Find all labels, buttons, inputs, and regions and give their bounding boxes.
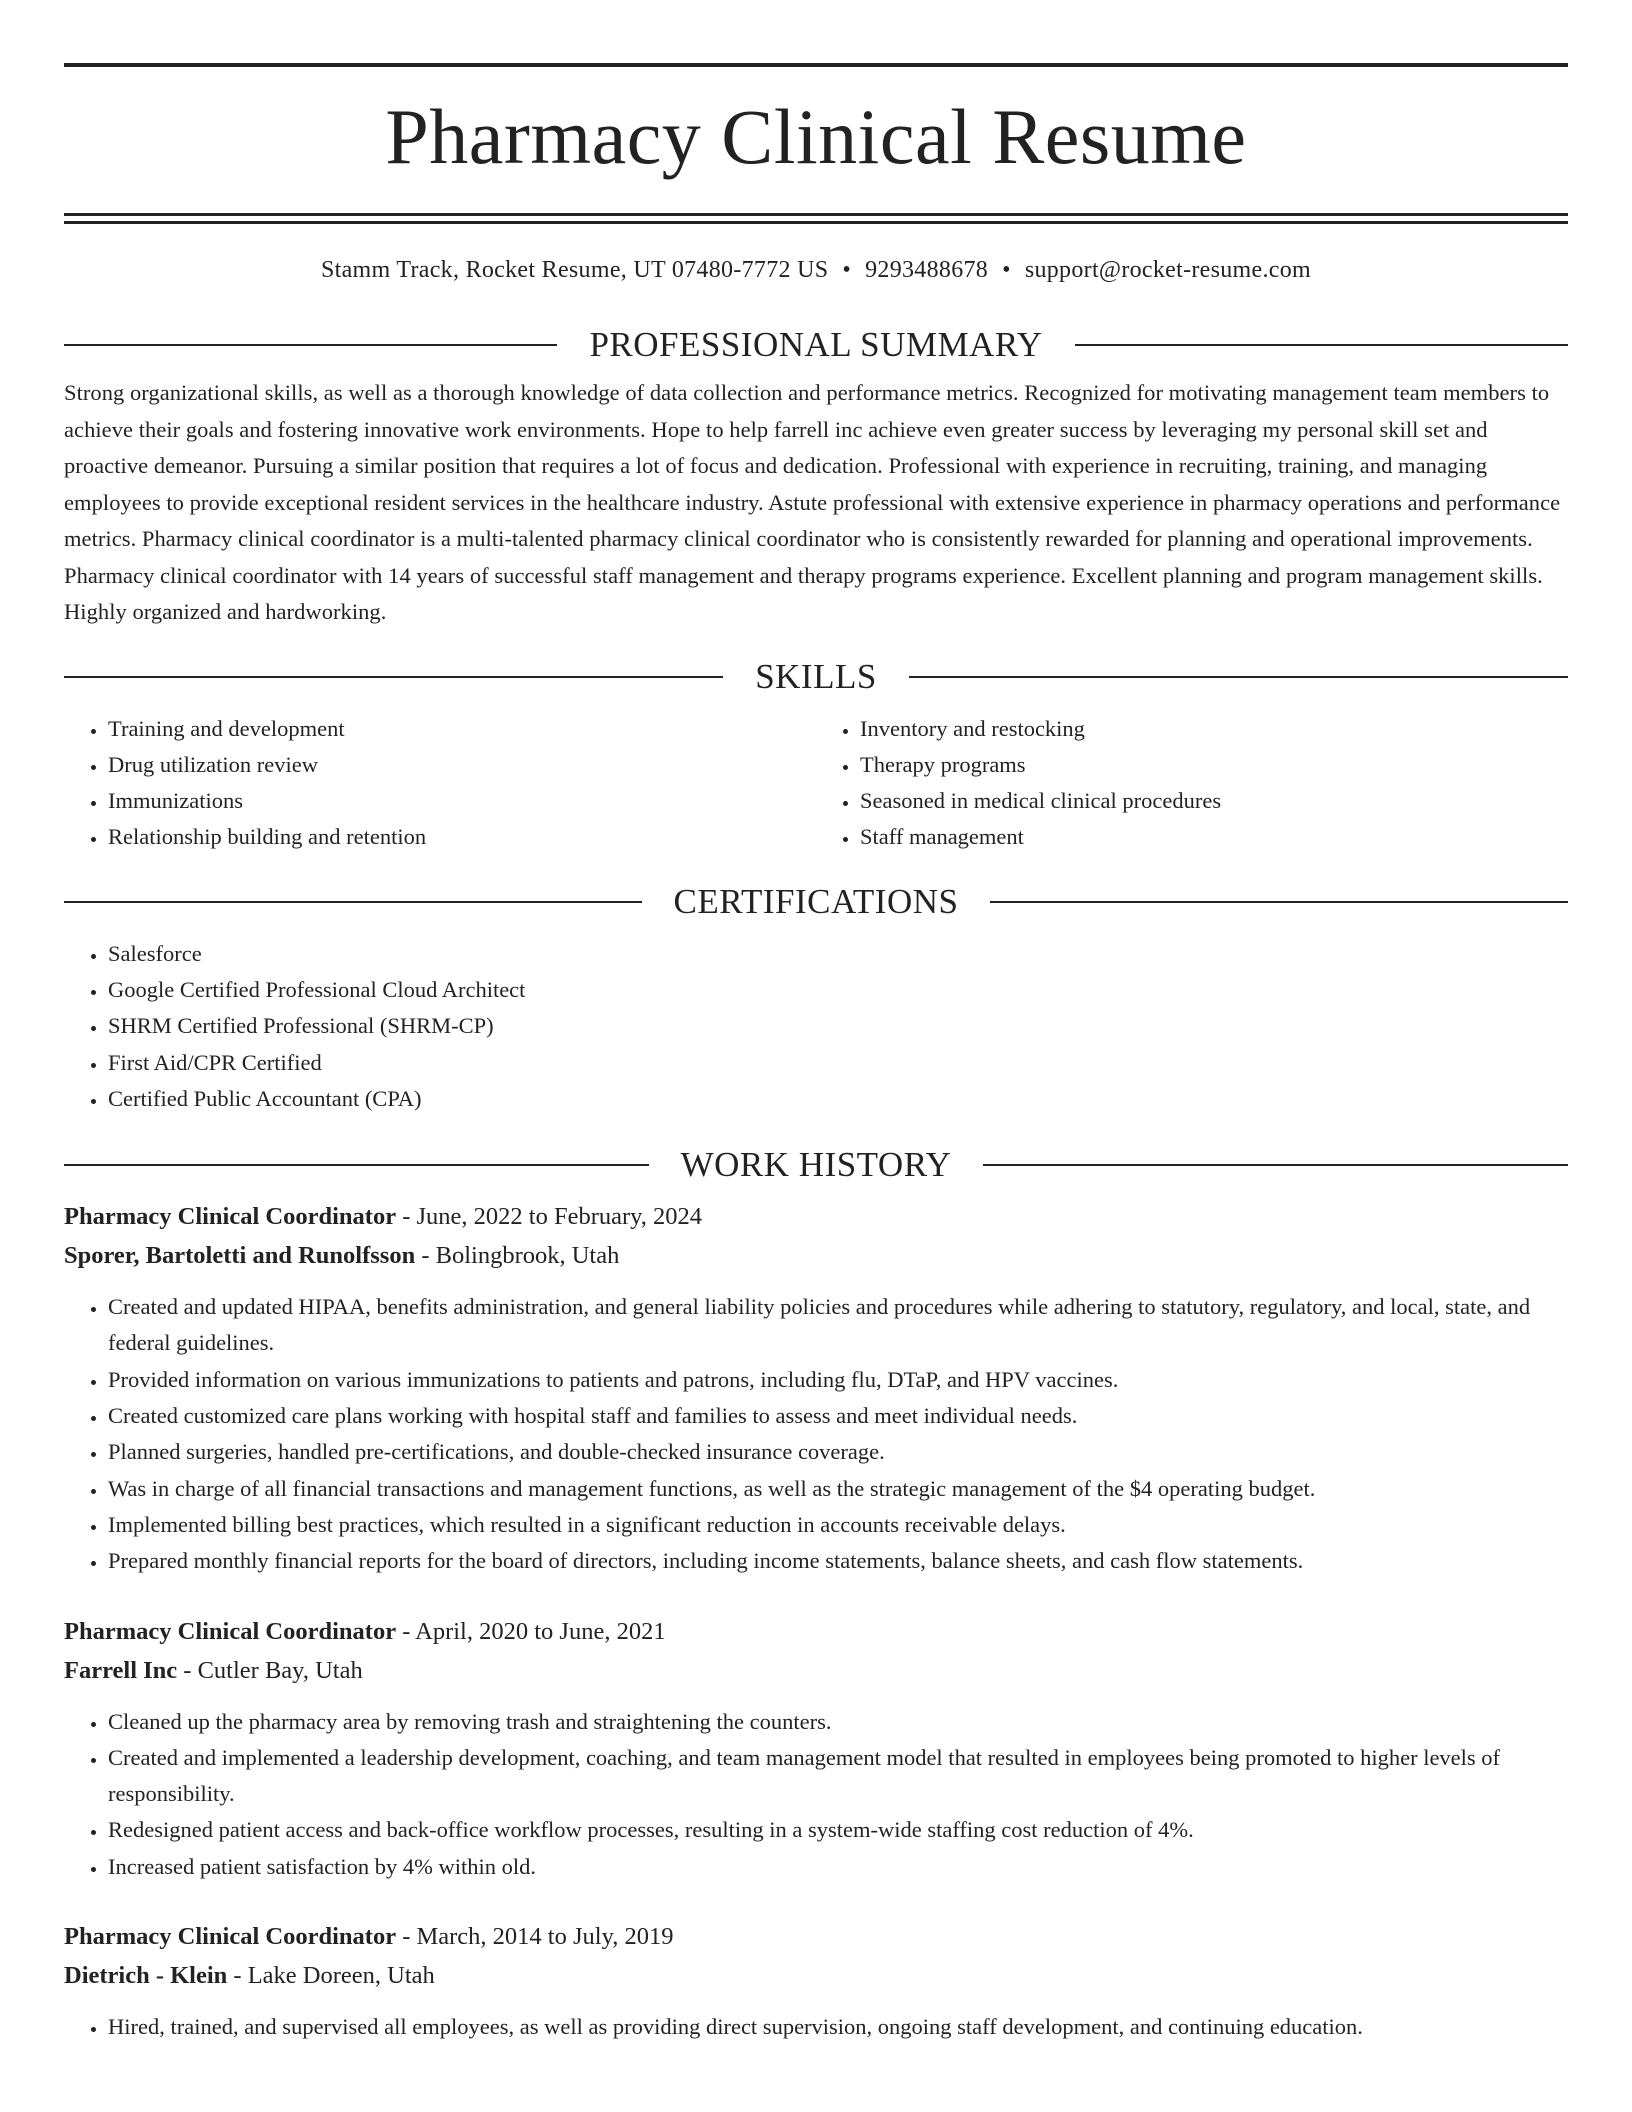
job-company-line	[64, 1236, 1568, 1275]
job-bullet: • Provided information on various immunizations to patients and patrons, including flu, DTaP, and HPV vaccines.	[108, 1362, 1568, 1398]
job-company: Sporer, Bartoletti and Runolfsson	[64, 1242, 416, 1270]
section-heading-summary	[64, 325, 1568, 365]
job-bullet: • Was in charge of all financial transactions and management functions, as well as the strategic management of the $4 operating budget.	[108, 1471, 1568, 1507]
job-bullet: • Increased patient satisfaction by 4% within old.	[108, 1849, 1568, 1885]
job-title-line	[64, 1197, 1568, 1236]
job-dates: - March, 2014 to July, 2019	[396, 1923, 674, 1951]
certification-item: • Certified Public Accountant (CPA)	[108, 1081, 1568, 1117]
certification-item: • Google Certified Professional Cloud Architect	[108, 972, 1568, 1008]
job-bullet: • Created and updated HIPAA, benefits administration, and general liability policies and procedures while adhering to statutory, regulatory, and local, state, and federal guidelines.	[108, 1289, 1568, 1362]
certification-item: • Salesforce	[108, 936, 1568, 972]
section-rule-right	[1075, 344, 1568, 346]
job-company: Dietrich - Klein	[64, 1962, 228, 1990]
skill-item: • Therapy programs	[860, 747, 1568, 783]
section-heading-certifications	[64, 882, 1568, 922]
job-company-line	[64, 1651, 1568, 1690]
job-entry	[64, 1917, 1568, 2045]
section-title-summary: PROFESSIONAL SUMMARY	[589, 325, 1043, 364]
section-heading-skills	[64, 657, 1568, 697]
job-title: Pharmacy Clinical Coordinator	[64, 1617, 397, 1645]
job-bullet: • Planned surgeries, handled pre-certifications, and double-checked insurance coverage.	[108, 1434, 1568, 1470]
job-bullet: • Redesigned patient access and back-office workflow processes, resulting in a system-wide staffing cost reduction of 4%.	[108, 1812, 1568, 1848]
skill-item: • Seasoned in medical clinical procedures	[860, 783, 1568, 819]
contact-email: support@rocket-resume.com	[1024, 257, 1311, 283]
job-company-line	[64, 1956, 1568, 1995]
section-rule-right	[909, 676, 1568, 678]
job-entry	[64, 1612, 1568, 1885]
job-title-line	[64, 1917, 1568, 1956]
section-heading-work-history	[64, 1145, 1568, 1185]
section-rule-left	[64, 1164, 649, 1166]
job-title: Pharmacy Clinical Coordinator	[64, 1203, 397, 1231]
title-top-rule	[64, 63, 1568, 67]
job-bullet: • Prepared monthly financial reports for the board of directors, including income statements, balance sheets, and cash flow statements.	[108, 1543, 1568, 1579]
job-dates: - April, 2020 to June, 2021	[396, 1617, 666, 1645]
section-rule-right	[983, 1164, 1568, 1166]
job-bullet: • Created customized care plans working with hospital staff and families to assess and meet individual needs.	[108, 1398, 1568, 1434]
skills-list-right	[816, 711, 1568, 856]
skill-item: • Staff management	[860, 819, 1568, 855]
job-dates: - June, 2022 to February, 2024	[396, 1203, 703, 1231]
job-entry	[64, 1197, 1568, 1579]
section-rule-left	[64, 901, 642, 903]
section-title-work-history: WORK HISTORY	[680, 1145, 952, 1185]
certification-item: • First Aid/CPR Certified	[108, 1045, 1568, 1081]
job-bullets	[64, 2009, 1568, 2045]
contact-phone: 9293488678	[865, 257, 989, 283]
job-bullets	[64, 1289, 1568, 1579]
contact-separator: •	[842, 257, 852, 283]
job-bullet: • Implemented billing best practices, which resulted in a significant reduction in accounts receivable delays.	[108, 1507, 1568, 1543]
job-title: Pharmacy Clinical Coordinator	[64, 1923, 397, 1951]
job-title-line	[64, 1612, 1568, 1651]
skills-list-left	[64, 711, 816, 856]
skill-item: • Relationship building and retention	[108, 819, 816, 855]
job-location: - Bolingbrook, Utah	[415, 1242, 620, 1270]
skill-item: • Inventory and restocking	[860, 711, 1568, 747]
section-rule-left	[64, 344, 557, 346]
title-bottom-double-rule	[64, 213, 1568, 224]
job-bullet: • Created and implemented a leadership development, coaching, and team management model that resulted in employees being promoted to higher levels of responsibility.	[108, 1740, 1568, 1813]
certifications-list	[64, 936, 1568, 1117]
resume-title: Pharmacy Clinical Resume	[385, 93, 1247, 180]
contact-separator: •	[1002, 257, 1011, 283]
job-bullet: • Hired, trained, and supervised all employees, as well as providing direct supervision, ongoing staff development, and continuing education.	[108, 2009, 1568, 2045]
section-title-certifications: CERTIFICATIONS	[673, 881, 959, 921]
job-bullets	[64, 1704, 1568, 1885]
certification-item: • SHRM Certified Professional (SHRM-CP)	[108, 1008, 1568, 1044]
professional-summary-text: Strong organizational skills, as well as a thorough knowledge of data collection and performance metrics. Recognized for motivating management team members to achieve their goals and fostering innovative work environments. Hope to help farrell inc achieve even greater success by leveraging my personal skill set and proactive demeanor. Pursuing a similar position that requires a lot of focus and dedication. Professional with experience in recruiting, training, and managing employees to provide exceptional resident services in the healthcare industry. Astute professional with extensive experience in pharmacy operations and performance metrics. Pharmacy clinical coordinator is a multi-talented pharmacy clinical coordinator who is consistently rewarded for planning and operational improvements. Pharmacy clinical coordinator with 14 years of successful staff management and therapy programs experience. Excellent planning and program management skills. Highly organized and hardworking.	[64, 380, 1561, 624]
skill-item: • Training and development	[108, 711, 816, 747]
job-location: - Cutler Bay, Utah	[177, 1656, 363, 1684]
section-rule-right	[990, 901, 1568, 903]
section-rule-left	[64, 676, 723, 678]
skill-item: • Immunizations	[108, 783, 816, 819]
section-title-skills: SKILLS	[755, 656, 877, 696]
resume-page	[64, 0, 1568, 2045]
contact-line	[64, 255, 1568, 285]
contact-address: Stamm Track, Rocket Resume, UT 07480-7772 US	[320, 257, 829, 283]
job-location: - Lake Doreen, Utah	[227, 1962, 435, 1990]
skills-columns	[64, 711, 1568, 856]
job-bullet: • Cleaned up the pharmacy area by removing trash and straightening the counters.	[108, 1704, 1568, 1740]
job-company: Farrell Inc	[64, 1656, 178, 1684]
skill-item: • Drug utilization review	[108, 747, 816, 783]
